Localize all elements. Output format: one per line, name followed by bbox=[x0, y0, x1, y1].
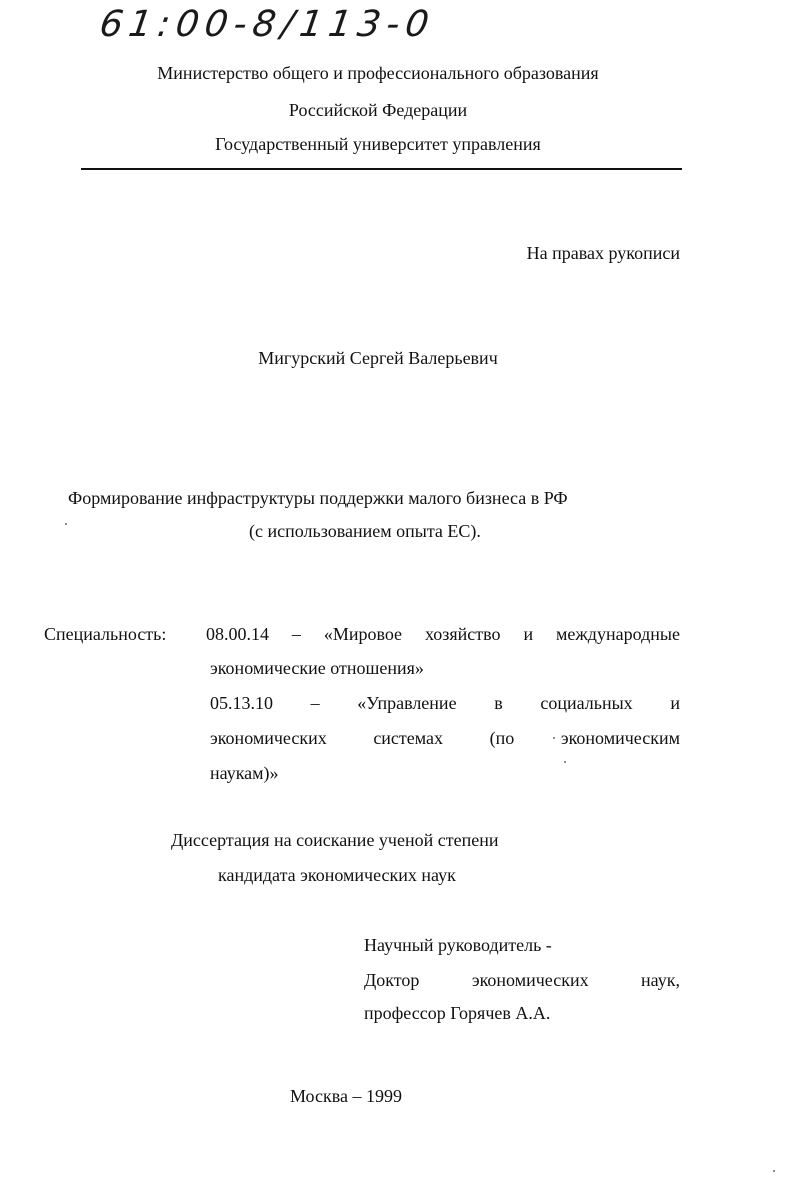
dissertation-line-1: Диссертация на соискание ученой степени bbox=[171, 830, 499, 850]
supervisor-line-1: Научный руководитель - bbox=[364, 935, 552, 955]
archive-code-handwritten: 61:00-8/113-0 bbox=[97, 4, 438, 45]
university-name: Государственный университет управления bbox=[215, 134, 541, 154]
author-name: Мигурский Сергей Валерьевич bbox=[258, 348, 498, 368]
specialty-1-continuation: экономические отношения» bbox=[210, 658, 424, 678]
scan-speck bbox=[564, 761, 566, 763]
supervisor-line-3: профессор Горячев А.А. bbox=[364, 1003, 551, 1023]
city-year: Москва – 1999 bbox=[290, 1086, 402, 1106]
dissertation-line-2: кандидата экономических наук bbox=[218, 865, 456, 885]
spec2-word: – bbox=[310, 693, 320, 713]
specialty-label: Специальность: bbox=[44, 624, 167, 644]
spec2-word: экономическим bbox=[560, 728, 680, 748]
spec1-word: – bbox=[291, 624, 301, 644]
spec2-word: (по bbox=[489, 728, 515, 748]
specialty-1-line bbox=[206, 623, 680, 645]
spec2-word: системах bbox=[373, 728, 444, 748]
spec2-word: экономических bbox=[210, 728, 327, 748]
spec2-word: «Управление bbox=[357, 693, 457, 713]
specialty-2-line-1 bbox=[210, 692, 680, 714]
scan-speck bbox=[773, 1170, 775, 1172]
spec2-word: и bbox=[670, 693, 680, 713]
spec1-word: 08.00.14 bbox=[206, 624, 269, 644]
spec2-word: социальных bbox=[540, 693, 633, 713]
specialty-2-continuation: наукам)» bbox=[210, 763, 279, 783]
ministry-name: Министерство общего и профессионального образования bbox=[157, 63, 599, 83]
spec1-word: международные bbox=[555, 624, 680, 644]
title-line-1: Формирование инфраструктуры поддержки малого бизнеса в РФ bbox=[68, 488, 568, 508]
supervisor-word: наук, bbox=[641, 970, 680, 990]
supervisor-line-2 bbox=[364, 969, 680, 991]
scan-speck bbox=[65, 523, 67, 525]
country-name: Российской Федерации bbox=[288, 100, 468, 120]
spec1-word: хозяйство bbox=[424, 624, 501, 644]
spec2-word: в bbox=[494, 693, 503, 713]
specialty-2-line-2 bbox=[210, 727, 680, 749]
supervisor-word: Доктор bbox=[364, 970, 420, 990]
spec1-word: и bbox=[523, 624, 534, 644]
spec1-word: «Мировое bbox=[323, 624, 403, 644]
spec2-word: 05.13.10 bbox=[210, 693, 273, 713]
rights-note: На правах рукописи bbox=[526, 243, 680, 263]
supervisor-word: экономических bbox=[471, 970, 589, 990]
title-line-2: (с использованием опыта ЕС). bbox=[249, 521, 481, 541]
header-rule bbox=[81, 168, 682, 170]
scan-speck bbox=[553, 737, 555, 739]
